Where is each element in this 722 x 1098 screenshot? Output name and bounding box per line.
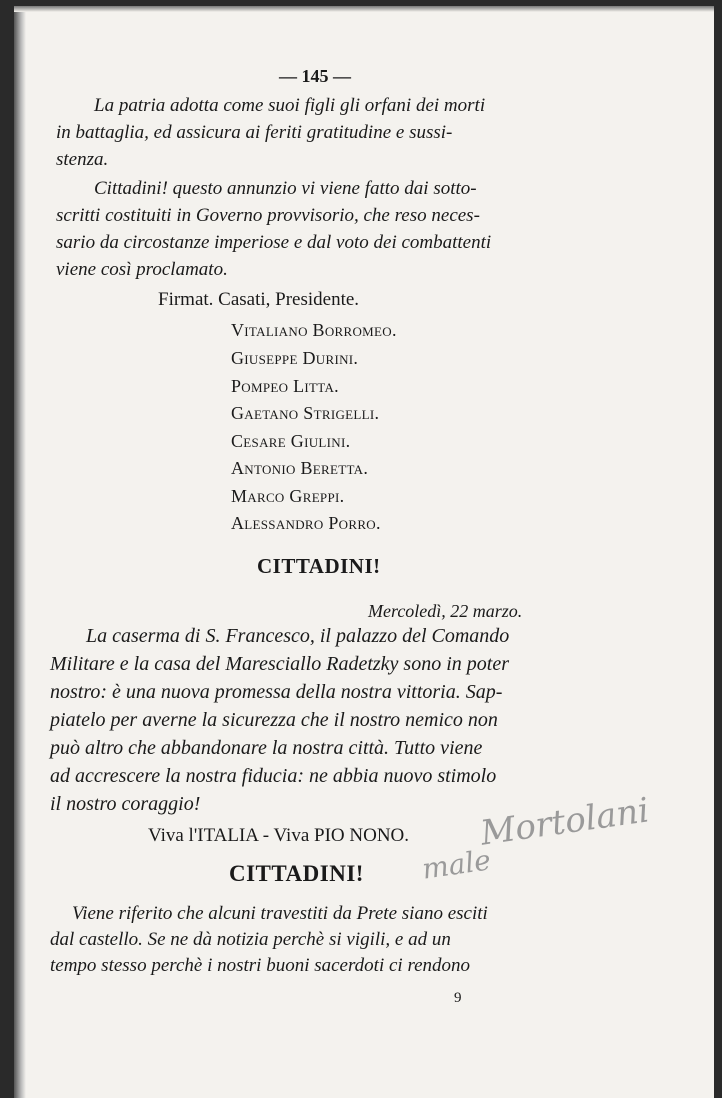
para3-line: ad accrescere la nostra fiducia: ne abbia nuovo stimolo — [50, 765, 497, 787]
para3-line: La caserma di S. Francesco, il palazzo del Comando — [86, 625, 510, 647]
para4-line: Viene riferito che alcuni travestiti da Prete siano esciti — [72, 903, 488, 924]
signatory: Pompeo Litta. — [231, 376, 339, 396]
para2-line: scritti costituiti in Governo provvisorio, che reso neces- — [56, 205, 480, 226]
page-number: — 145 — — [279, 66, 351, 86]
book-page — [14, 6, 714, 1098]
signatory: Giuseppe Durini. — [231, 348, 359, 368]
para3-line: il nostro coraggio! — [50, 793, 201, 815]
heading-cittadini-2: CITTADINI! — [229, 861, 364, 886]
viva-line: Viva l'ITALIA - Viva PIO NONO. — [148, 825, 410, 846]
signatory: Alessandro Porro. — [231, 513, 381, 533]
signatory: Antonio Beretta. — [231, 458, 369, 478]
para3-line: può altro che abbandonare la nostra città. Tutto viene — [50, 737, 483, 759]
signatory: Gaetano Strigelli. — [231, 403, 380, 423]
signatory: Vitaliano Borromeo. — [231, 320, 397, 340]
para3-line: piatelo per averne la sicurezza che il nostro nemico non — [50, 709, 498, 731]
para4-line: dal castello. Se ne dà notizia perchè si vigili, e ad un — [50, 929, 451, 950]
date-line: Mercoledì, 22 marzo. — [368, 601, 523, 621]
handwritten-annotation: Mortolani — [478, 790, 652, 854]
para1-line: in battaglia, ed assicura ai feriti gratitudine e sussi- — [56, 122, 453, 143]
signatory: Marco Greppi. — [231, 486, 345, 506]
para1-line: stenza. — [56, 149, 109, 170]
para2-line: viene così proclamato. — [56, 259, 228, 280]
heading-cittadini-1: CITTADINI! — [257, 554, 381, 578]
handwritten-annotation: male — [420, 843, 493, 886]
para2-line: Cittadini! questo annunzio vi viene fatto dai sotto- — [94, 178, 477, 199]
firmat-line: Firmat. Casati, Presidente. — [158, 289, 360, 310]
para3-line: Militare e la casa del Maresciallo Radetzky sono in poter — [50, 653, 509, 675]
page-text — [14, 6, 714, 1098]
para4-line: tempo stesso perchè i nostri buoni sacerdoti ci rendono — [50, 955, 471, 976]
para2-line: sario da circostanze imperiose e dal voto dei combattenti — [56, 232, 492, 253]
para1-line: La patria adotta come suoi figli gli orfani dei morti — [94, 95, 486, 116]
signatory: Cesare Giulini. — [231, 431, 351, 451]
para3-line: nostro: è una nuova promessa della nostra vittoria. Sap- — [50, 681, 503, 703]
folio-number: 9 — [454, 990, 462, 1006]
